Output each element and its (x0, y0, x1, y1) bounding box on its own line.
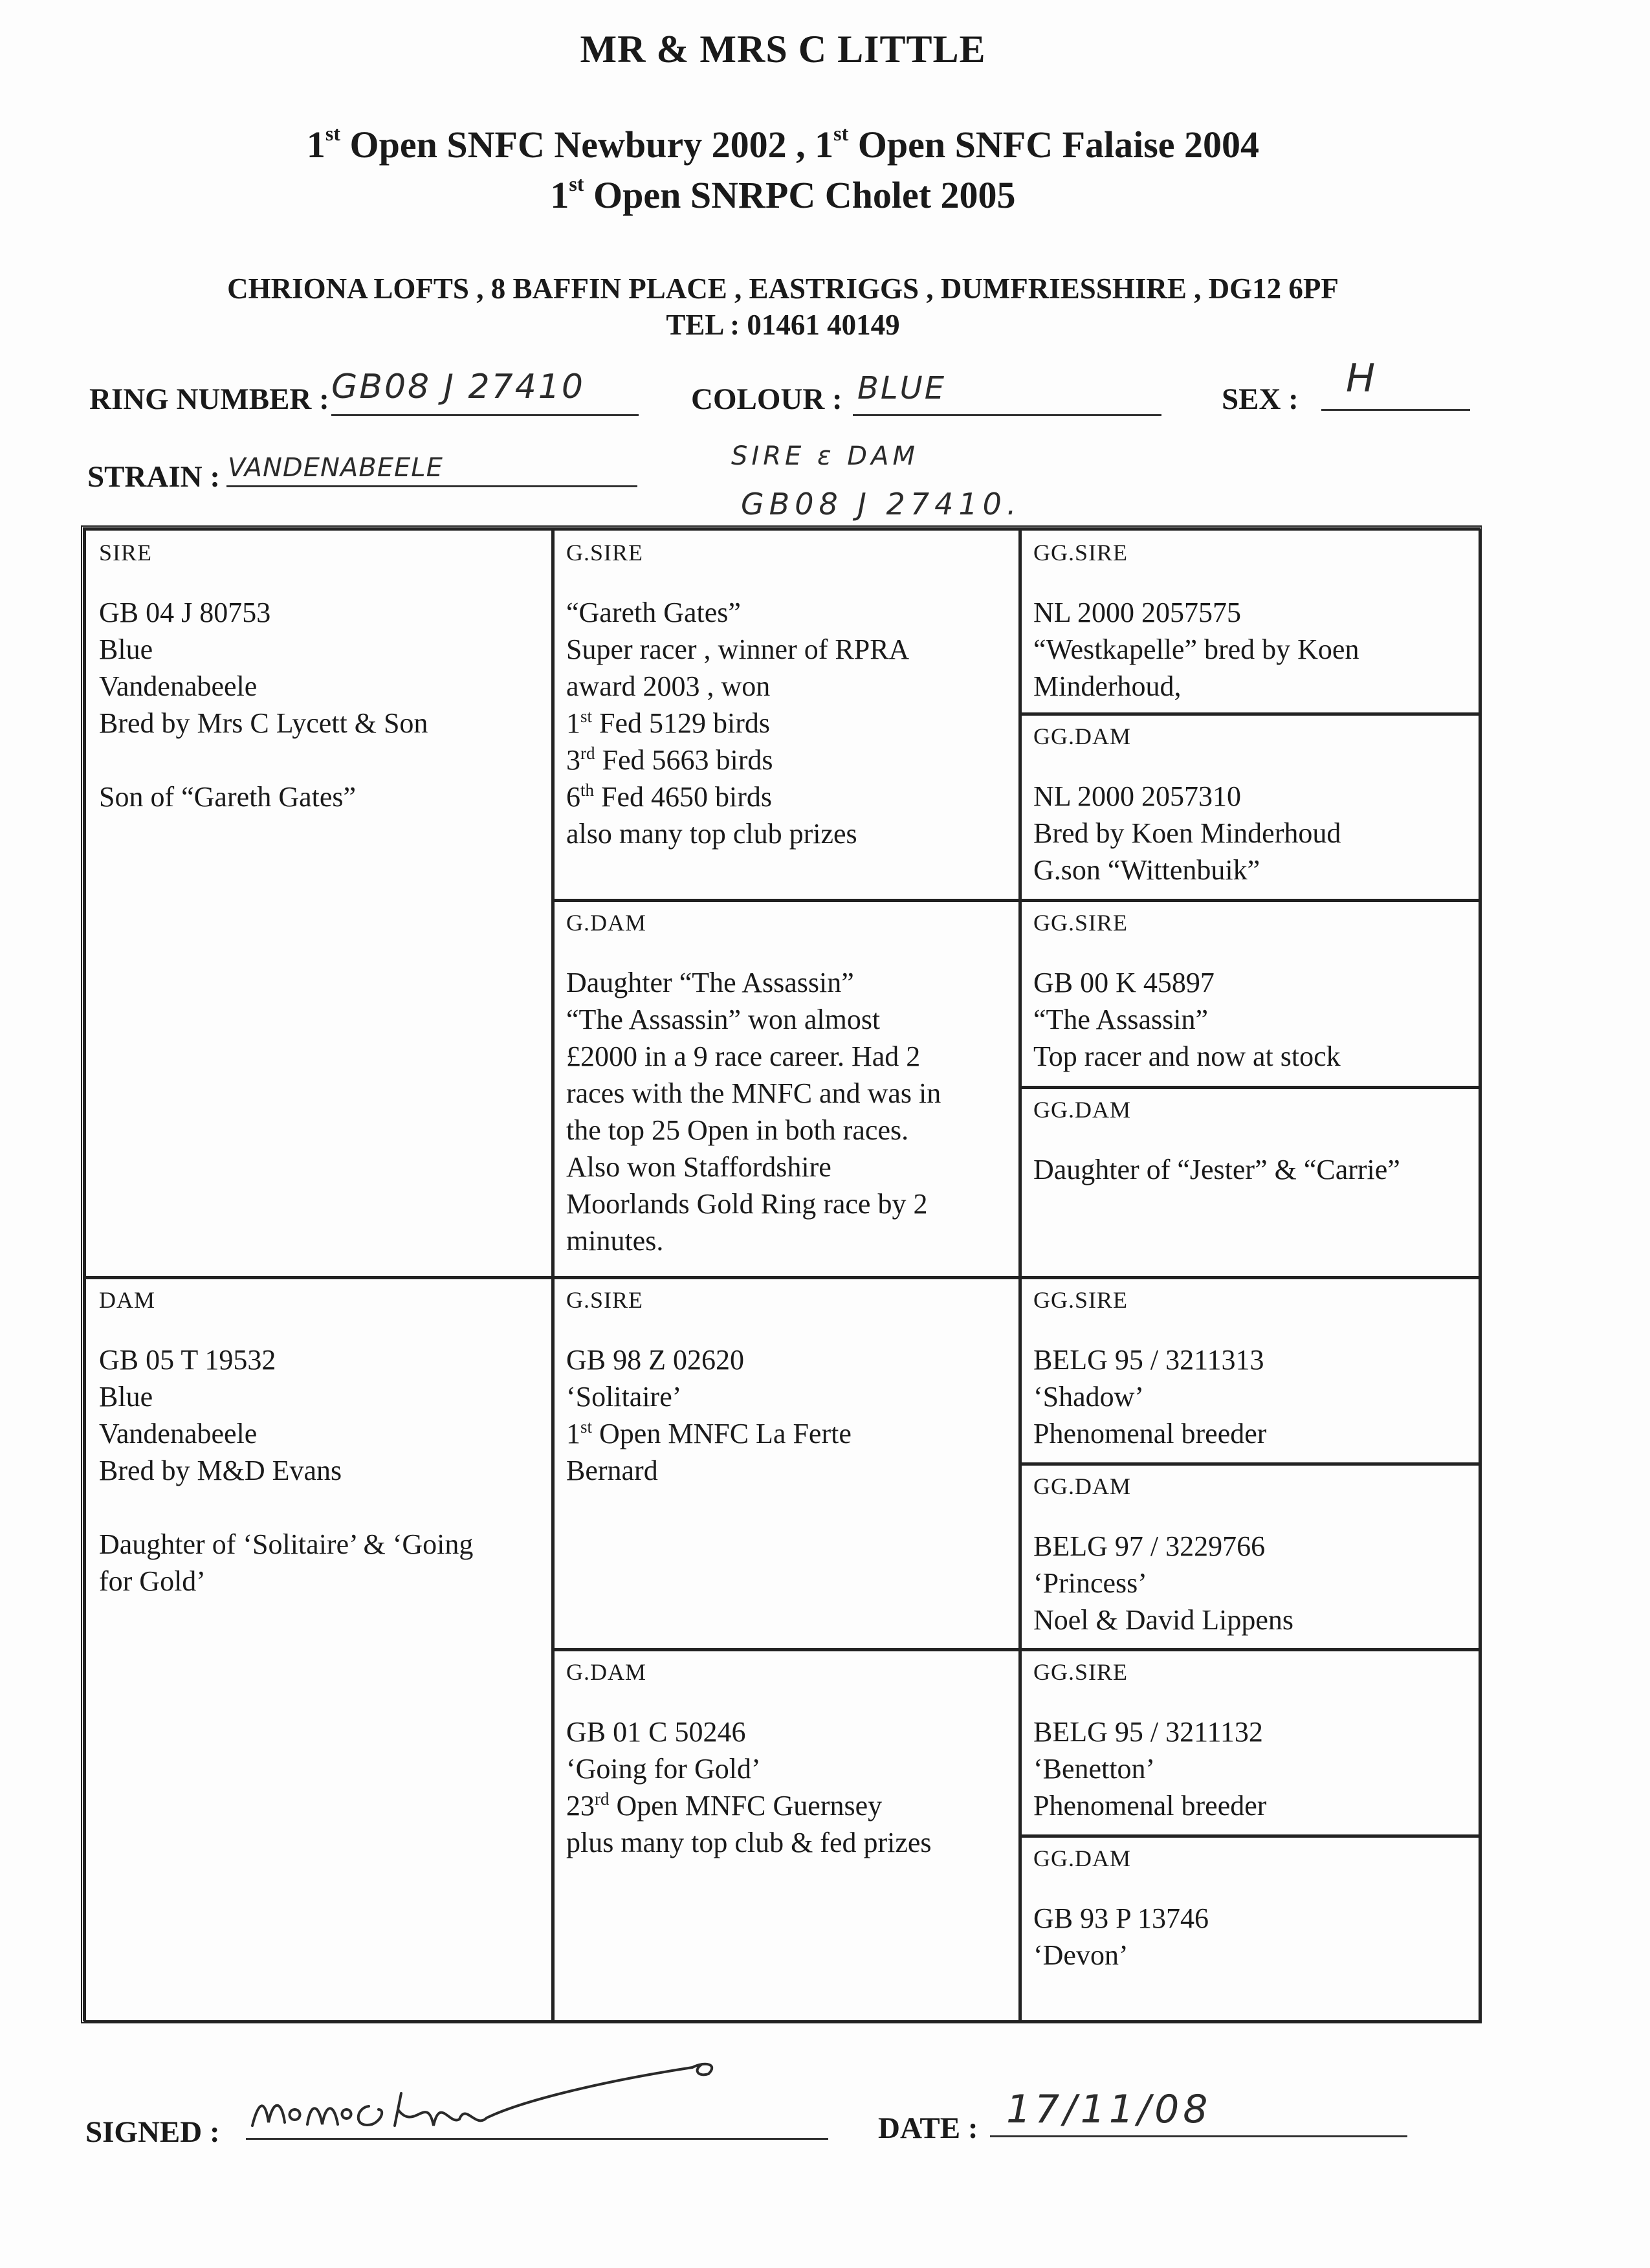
colour-underline (853, 414, 1161, 416)
gdam-line: minutes. (566, 1225, 664, 1257)
address-block (0, 270, 1566, 343)
sire-gsire-ggdam-cell (1018, 712, 1482, 902)
sire-gsire-result: 1st Fed 5129 birds (566, 707, 771, 739)
dam-strain: Vandenabeele (99, 1418, 258, 1449)
sire-gsire-result: 6th Fed 4650 birds (566, 780, 773, 813)
gdam-name: ‘Going for Gold’ (566, 1753, 761, 1785)
date-underline (990, 2135, 1407, 2137)
dam-gsire-ggsire-cell (1018, 1276, 1482, 1466)
ggdam-ring: GB 93 P 13746 (1033, 1902, 1209, 1934)
gdam-line: “The Assassin” won almost (566, 1004, 881, 1035)
colour-label: COLOUR : (691, 382, 842, 416)
gdam-result: 23rd Open MNFC Guernsey (566, 1789, 883, 1822)
sex-label: SEX : (1222, 382, 1299, 416)
dam-gdam-ggdam-cell (1018, 1834, 1482, 2023)
handwritten-note-line-1: SIRE ε DAM (731, 441, 919, 471)
ggsire-ring: NL 2000 2057575 (1033, 597, 1242, 628)
signed-label: SIGNED : (85, 2115, 220, 2149)
ggsire-line: “The Assassin” (1033, 1004, 1209, 1035)
dam-breeder: Bred by M&D Evans (99, 1455, 342, 1486)
sire-gsire-cell (551, 529, 1022, 902)
ggsire-line: “Westkapelle” bred by Koen (1033, 633, 1359, 665)
pedigree-table (81, 525, 1482, 2023)
ggsire-line: Minderhoud, (1033, 670, 1182, 702)
ggsire-line: Phenomenal breeder (1033, 1790, 1267, 1822)
sire-gsire-line: Super racer , winner of RPRA (566, 633, 910, 665)
ggsire-ring: GB 00 K 45897 (1033, 967, 1215, 998)
gsire-result: 1st Open MNFC La Ferte (566, 1417, 852, 1449)
ggdam-line: Daughter of “Jester” & “Carrie” (1033, 1154, 1400, 1185)
achievements-line-2: 1st Open SNRPC Cholet 2005 (550, 172, 1016, 216)
signature-underline (246, 2138, 828, 2140)
dam-gsire-ggdam-heading: GG.DAM (1033, 1473, 1132, 1499)
ring-number-value[interactable]: GB08 J 27410 (331, 368, 585, 406)
achievements-block (0, 120, 1566, 221)
sire-gdam-ggsire-cell (1018, 899, 1482, 1089)
dam-gsire-ggdam-cell (1018, 1462, 1482, 1651)
sire-gsire-name: “Gareth Gates” (566, 597, 741, 628)
dam-gdam-ggsire-cell (1018, 1648, 1482, 1838)
sire-gdam-ggsire-heading: GG.SIRE (1033, 910, 1128, 936)
ggdam-ring: NL 2000 2057310 (1033, 780, 1242, 812)
dam-gdam-cell (551, 1648, 1022, 2023)
sire-gsire-heading: G.SIRE (566, 540, 644, 566)
dam-cell (84, 1276, 555, 2023)
colour-value[interactable]: BLUE (857, 370, 947, 406)
sire-heading: SIRE (99, 540, 153, 566)
ggdam-line: Noel & David Lippens (1033, 1604, 1294, 1636)
dam-gsire-heading: G.SIRE (566, 1287, 644, 1313)
sire-gdam-ggdam-cell (1018, 1086, 1482, 1279)
dam-gsire-cell (551, 1276, 1022, 1651)
strain-value[interactable]: VANDENABEELE (228, 453, 443, 483)
dam-colour: Blue (99, 1381, 153, 1413)
sire-strain: Vandenabeele (99, 670, 258, 702)
handwritten-note-line-2: GB08 J 27410. (741, 487, 1022, 522)
ggsire-line: Phenomenal breeder (1033, 1418, 1267, 1449)
signature-scribble-icon (246, 2048, 738, 2152)
sire-ring: GB 04 J 80753 (99, 597, 271, 628)
ggsire-line: Top racer and now at stock (1033, 1040, 1341, 1072)
sire-gsire-ggsire-cell (1018, 529, 1482, 716)
dam-parentage: Daughter of ‘Solitaire’ & ‘Going (99, 1528, 474, 1560)
achievements-line-1: 1st Open SNFC Newbury 2002 , 1st Open SNFC Falaise 2004 (306, 122, 1260, 166)
ggsire-ring: BELG 95 / 3211313 (1033, 1344, 1264, 1376)
sire-gsire-ggdam-heading: GG.DAM (1033, 723, 1132, 749)
gdam-line: races with the MNFC and was in (566, 1077, 941, 1109)
dam-gdam-ggdam-heading: GG.DAM (1033, 1845, 1132, 1871)
dam-parentage: for Gold’ (99, 1565, 206, 1597)
ggdam-line: G.son “Wittenbuik” (1033, 854, 1260, 886)
sire-gdam-cell (551, 899, 1022, 1279)
sire-parentage: Son of “Gareth Gates” (99, 781, 357, 813)
strain-label: STRAIN : (87, 460, 221, 494)
gdam-ring: GB 01 C 50246 (566, 1716, 746, 1748)
sire-gsire-tail: also many top club prizes (566, 818, 857, 850)
sire-breeder: Bred by Mrs C Lycett & Son (99, 707, 428, 739)
telephone: TEL : 01461 40149 (666, 309, 900, 341)
breeder-title: MR & MRS C LITTLE (580, 28, 986, 71)
loft-address: CHRIONA LOFTS , 8 BAFFIN PLACE , EASTRIGGS , DUMFRIESSHIRE , DG12 6PF (227, 272, 1339, 305)
sire-colour: Blue (99, 633, 153, 665)
dam-gdam-ggsire-heading: GG.SIRE (1033, 1659, 1128, 1685)
sire-gsire-ggsire-heading: GG.SIRE (1033, 540, 1128, 566)
sex-value[interactable]: H (1346, 356, 1378, 401)
date-label: DATE : (878, 2111, 978, 2145)
ggdam-name: ‘Devon’ (1033, 1939, 1128, 1971)
dam-heading: DAM (99, 1287, 156, 1313)
ggsire-ring: BELG 95 / 3211132 (1033, 1716, 1263, 1748)
gdam-line: Moorlands Gold Ring race by 2 (566, 1188, 928, 1220)
ggsire-name: ‘Shadow’ (1033, 1381, 1145, 1413)
sire-gsire-line: award 2003 , won (566, 670, 771, 702)
ggdam-name: ‘Princess’ (1033, 1567, 1147, 1599)
gsire-name: ‘Solitaire’ (566, 1381, 682, 1413)
sire-gsire-result: 3rd Fed 5663 birds (566, 743, 773, 776)
gsire-ring: GB 98 Z 02620 (566, 1344, 744, 1376)
sire-gdam-ggdam-heading: GG.DAM (1033, 1097, 1132, 1123)
ggsire-name: ‘Benetton’ (1033, 1753, 1156, 1785)
ggdam-ring: BELG 97 / 3229766 (1033, 1530, 1266, 1562)
ring-number-label: RING NUMBER : (89, 382, 329, 416)
date-value[interactable]: 17/11/08 (1006, 2087, 1212, 2132)
sire-cell (84, 529, 555, 1279)
gsire-line: Bernard (566, 1455, 658, 1486)
ring-number-underline (331, 414, 639, 416)
gdam-line: £2000 in a 9 race career. Had 2 (566, 1040, 921, 1072)
gdam-line: Daughter “The Assassin” (566, 967, 854, 998)
gdam-line: Also won Staffordshire (566, 1151, 831, 1183)
dam-gdam-heading: G.DAM (566, 1659, 647, 1685)
strain-underline (226, 485, 637, 487)
dam-ring: GB 05 T 19532 (99, 1344, 276, 1376)
ggdam-line: Bred by Koen Minderhoud (1033, 817, 1341, 849)
sex-underline (1321, 409, 1470, 411)
sire-gdam-heading: G.DAM (566, 910, 647, 936)
dam-gsire-ggsire-heading: GG.SIRE (1033, 1287, 1128, 1313)
gdam-line: plus many top club & fed prizes (566, 1827, 932, 1858)
gdam-line: the top 25 Open in both races. (566, 1114, 909, 1146)
